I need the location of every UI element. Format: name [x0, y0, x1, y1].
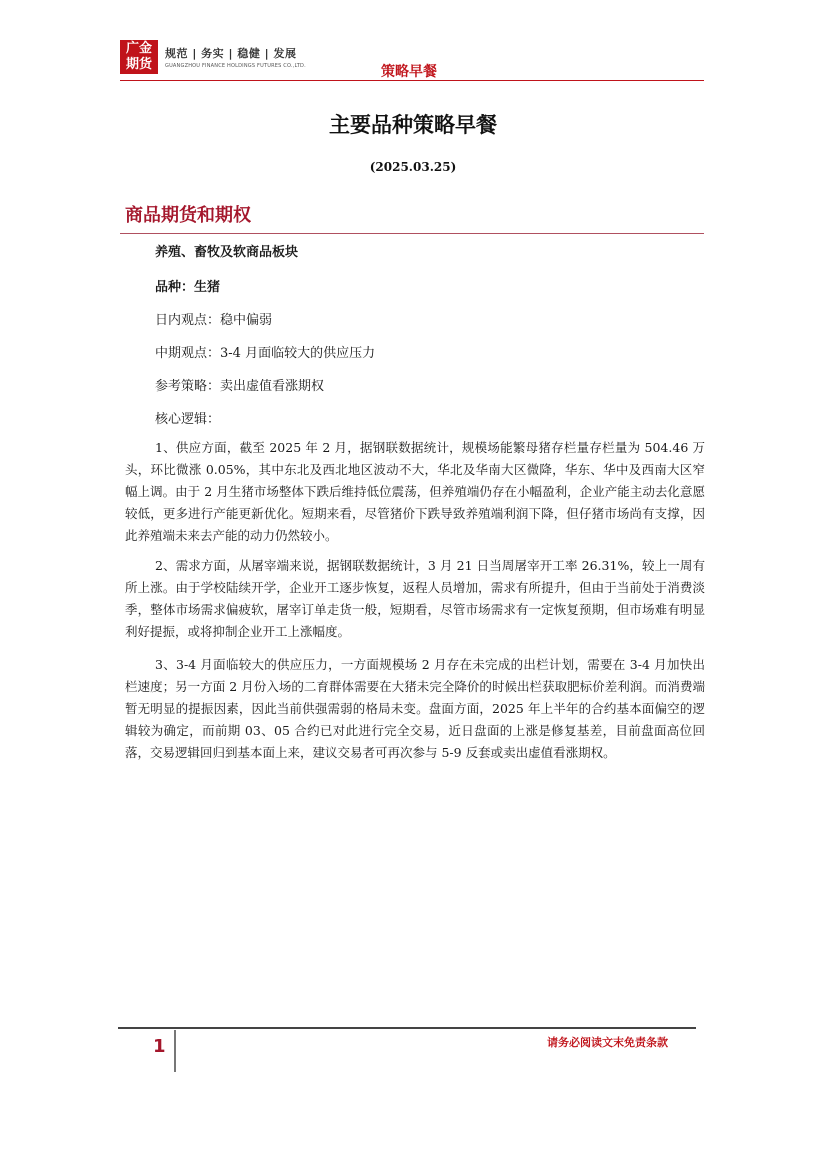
company-english-name: GUANGZHOU FINANCE HOLDINGS FUTURES CO.,LTD. — [165, 63, 306, 69]
paragraph-supply: 1、供应方面，截至 2025 年 2 月，据钢联数据统计，规模场能繁母猪存栏量存栏量为 504.46 万头，环比微涨 0.05%，其中东北及西北地区波动不大，华北及华南大区微降，华东、华中及西南大区窄幅上调。由于 2 月生猪市场整体下跌后维持低位震荡，但养殖端仍存在小幅盈利，企业产能主动去化意愿较低，更多进行产能更新优化。短期来看，尽管猪价下跌导致养殖端利润下降，但仔猪市场尚有支撑，因此养殖端未来去产能的动力仍然较小。 — [125, 440, 705, 543]
footer-vertical-divider — [174, 1030, 176, 1072]
logo-line1: 广金 — [125, 41, 152, 56]
sector-title: 养殖、畜牧及软商品板块 — [155, 245, 299, 260]
reference-strategy: 参考策略：卖出虚值看涨期权 — [155, 379, 325, 394]
paragraph-demand: 2、需求方面，从屠宰端来说，据钢联数据统计，3 月 21 日当周屠宰开工率 26.31%，较上一周有所上涨。由于学校陆续开学，企业开工逐步恢复，返程人员增加，需求有所提升，但由于当前处于消费淡季，整体市场需求偏疲软，屠宰订单走货一般，短期看，尽管市场需求有一定恢复预期，但市场难有明显利好提振，或将抑制企业开工上涨幅度。 — [125, 558, 705, 639]
section-divider — [120, 233, 704, 234]
midterm-view: 中期观点：3-4 月面临较大的供应压力 — [155, 346, 376, 361]
page-number: 1 — [153, 1036, 166, 1057]
paragraph-outlook: 3、3-4 月面临较大的供应压力，一方面规模场 2 月存在未完成的出栏计划，需要在 3-4 月加快出栏速度；另一方面 2 月份入场的二育群体需要在大猪未完全降价的时候出栏获取肥标价差利润。而消费端暂无明显的提振因素，因此当前供强需弱的格局未变。盘面方面，2025 年上半年的合约基本面偏空的逻辑较为确定，而前期 03、05 合约已对此进行完全交易，近日盘面的上涨是修复基差，目前盘面高位回落，交易逻辑回归到基本面上来，建议交易者可再次参与 5-9 反套或卖出虚值看涨期权。 — [125, 657, 705, 760]
report-date: (2025.03.25) — [369, 160, 457, 174]
header-divider — [120, 80, 704, 81]
section-heading: 商品期货和期权 — [125, 205, 251, 226]
page-title: 主要品种策略早餐 — [329, 113, 497, 137]
logo-line2: 期货 — [125, 57, 152, 72]
intraday-view: 日内观点：稳中偏弱 — [155, 313, 273, 328]
logo — [120, 40, 158, 74]
header-tag: 策略早餐 — [381, 64, 437, 80]
core-logic-label: 核心逻辑： — [155, 412, 221, 427]
company-slogan: 规范 | 务实 | 稳健 | 发展 — [165, 47, 297, 60]
disclaimer-note: 请务必阅读文末免责条款 — [547, 1036, 668, 1049]
variety-label: 品种：生猪 — [155, 280, 221, 295]
footer-divider — [118, 1027, 696, 1029]
